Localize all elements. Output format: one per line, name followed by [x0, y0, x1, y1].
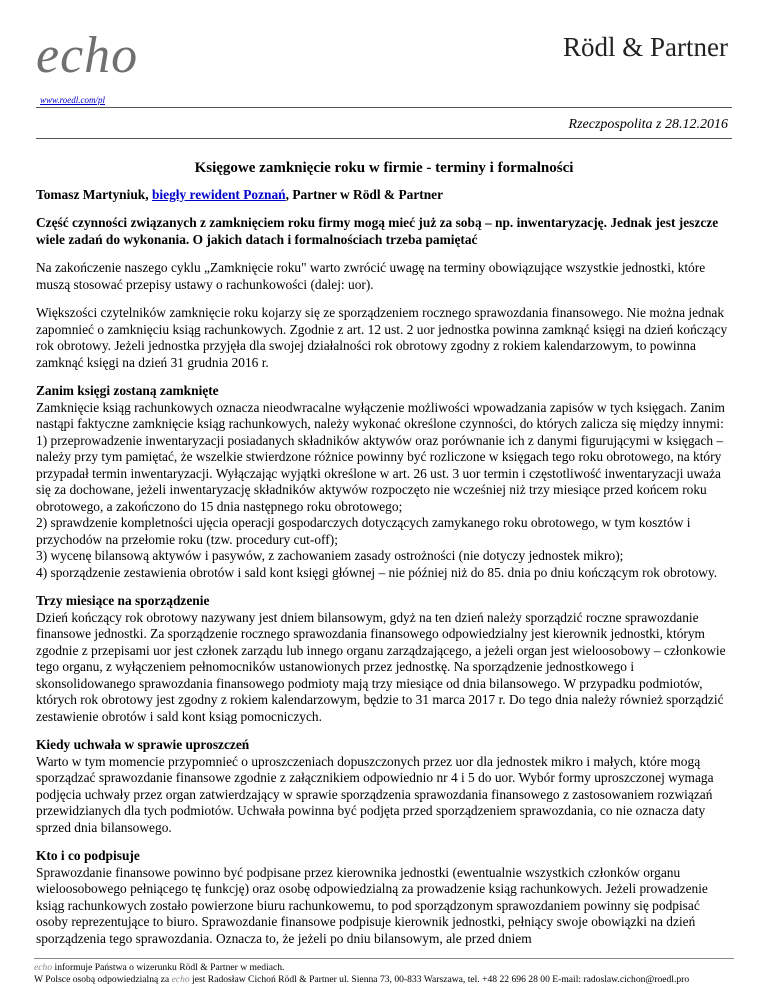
list-item: 4) sporządzenie zestawienia obrotów i sald kont księgi głównej – nie później niż do 85. dnia po dniu kończącym rok obrotowy. — [36, 564, 718, 580]
footer-contact: jest Radosław Cichoń Rödl & Partner ul. Sienna 73, 00-833 Warszawa, tel. +48 22 696 28 00 E-mail: radoslaw.cichon@roedl.pro — [189, 974, 690, 985]
author-link[interactable]: biegły rewident Poznań — [151, 186, 286, 202]
paragraph-closing-books: Większości czytelników zamknięcie roku kojarzy się ze sporządzeniem rocznego sprawozdania finansowego. Nie można jednak zapomnieć o zamknięciu ksiąg rachunkowych. Zgodnie z art. 12 ust. 2 uor jednostka powinna zamknąć księgi na dzień kończący rok obrotowy. Jeżeli jednostka przyjęła dla swojej działalności rok obrotowy zgodny z rokiem kalendarzowym, to powinna zamknąć księgi na dzień 31 grudnia 2016 r. — [36, 305, 728, 370]
header — [0, 0, 768, 140]
author-line — [36, 187, 732, 204]
section-resolution — [36, 737, 732, 836]
list-item: 2) sprawdzenie kompletności ujęcia operacji gospodarczych dotyczących zamykanego roku obrotowego, w tym kosztów i przychodów na przełomie roku (tzw. procedury cut-off); — [36, 515, 691, 547]
article-lead: Część czynności związanych z zamknięciem roku firmy mogą mieć już za sobą – np. inwentaryzację. Jednak jest jeszcze wiele zadań do wykonania. O jakich datach i formalnościach trzeba pamiętać — [36, 215, 719, 247]
list-item: 1) przeprowadzenie inwentaryzacji posiadanych składników aktywów oraz porównanie ich z danymi figurującymi w księgach – należy przy tym pamiętać, że wszelkie stwierdzone różnice powinny być rozliczone w księgach tego roku obrotowego, na który przypadał termin inwentaryzacji. Wyłączając wyjątki określone w art. 26 ust. 3 uor termin i częstotliwość inwentaryzacji uważa się za dochowane, jeżeli inwentaryzację składników aktywów rozpoczęto nie wcześniej niż trzy miesiące przed końcem roku obrotowego, a zakończono do 15 dnia następnego roku obrotowego; — [36, 432, 724, 514]
header-divider-top — [36, 107, 732, 108]
section-signatures — [36, 848, 732, 947]
article-body — [36, 160, 732, 959]
section-heading: Trzy miesiące na sporządzenie — [36, 593, 210, 608]
footer-text: W Polsce osobą odpowiedzialną za — [34, 974, 172, 985]
section-heading: Kiedy uchwała w sprawie uproszczeń — [36, 737, 250, 752]
author-name: Tomasz Martyniuk, — [36, 186, 152, 202]
section-heading: Kto i co podpisuje — [36, 848, 140, 863]
footer-line-2 — [34, 974, 734, 986]
section-heading: Zanim księgi zostaną zamknięte — [36, 383, 219, 398]
author-role: , Partner w Rödl & Partner — [285, 186, 444, 202]
brand-logo: Rödl & Partner — [563, 32, 728, 62]
intro-paragraph: Na zakończenie naszego cyklu „Zamknięcie roku" warto zwrócić uwagę na terminy obowiązujące wszystkie jednostki, które muszą stosować przepisy ustawy o rachunkowości (dalej: uor). — [36, 260, 706, 292]
website-link[interactable]: www.roedl.com/pl — [40, 95, 105, 105]
header-divider-bottom — [36, 138, 732, 139]
footer-text: informuje Państwa o wizerunku Rödl & Partner w mediach. — [52, 962, 285, 973]
section-text: Dzień kończący rok obrotowy nazywany jest dniem bilansowym, gdyż na ten dzień należy sporządzić roczne sprawozdanie finansowe jednostki. Za sporządzenie rocznego sprawozdania finansowego odpowiedzialny jest kierownik jednostki, którym zgodnie z przepisami uor jest członek zarządu lub innego organu zarządzającego, a jeżeli organ jest wieloosobowy – członkowie tego organu, z wyłączeniem pełnomocników ustanowionych przez jednostkę. Na sporządzenie jednostkowego i skonsolidowanego sprawozdania finansowego podmioty mają trzy miesiące od dnia bilansowego. W przypadku podmiotów, których rok obrotowy jest zgodny z rokiem kalendarzowym, będzie to 31 marca 2017 r. Do tego dnia należy również sporządzić zestawienie obrotów i sald kont ksiąg pomocniczych. — [36, 609, 726, 724]
section-before-closing — [36, 383, 732, 581]
section-text: Zamknięcie ksiąg rachunkowych oznacza nieodwracalne wyłączenie możliwości wpowadzania zapisów w tych księgach. Zanim nastąpi faktyczne zamknięcie ksiąg rachunkowych, należy wykonać określone czynności, do których zalicza się między innymi: — [36, 399, 725, 431]
section-three-months — [36, 593, 732, 725]
echo-logo: echo — [36, 27, 139, 84]
list-item: 3) wycenę bilansową aktywów i pasywów, z zachowaniem zasady ostrożności (nie dotyczy jednostek mikro); — [36, 548, 624, 563]
article-title: Księgowe zamknięcie roku w firmie - terminy i formalności — [194, 160, 574, 176]
section-text: Sprawozdanie finansowe powinno być podpisane przez kierownika jednostki (ewentualnie wszystkich członków organu wieloosobowego pełniącego tę funkcję) oraz osobę odpowiedzialną za prowadzenie ksiąg rachunkowych. Jeżeli prowadzenie ksiąg rachunkowych zostało powierzone biuru rachunkowemu, to pod sporządzonym sprawozdaniem powinny się podpisać osoby reprezentujące to biuro. Sprawozdanie finansowe podpisuje kierownik jednostki, pełniący swoje obowiązki na dzień sporządzenia tego sprawozdania. Oznacza to, że jeżeli po dniu bilansowym, ale przed dniem — [36, 864, 708, 946]
footer — [34, 958, 734, 986]
source-date: Rzeczpospolita z 28.12.2016 — [568, 117, 728, 132]
echo-mark: echo — [34, 962, 53, 973]
footer-line-1 — [34, 962, 734, 974]
echo-mark: echo — [171, 974, 190, 985]
section-text: Warto w tym momencie przypomnieć o uproszczeniach dopuszczonych przez uor dla jednostek mikro i małych, które mogą sporządzać sprawozdanie finansowe zgodnie z załącznikiem odpowiednio nr 4 i 5 do uor. Wybór formy uproszczonej wymaga podjęcia uchwały przez organ zatwierdzający w sprawie sporządzenia sprawozdania finansowego z zastosowaniem rozwiązań przewidzianych dla tych podmiotów. Uchwała powinna być podjęta przed sporządzeniem sprawozdania, co nie oznacza daty sprzed dnia bilansowego. — [36, 753, 714, 835]
